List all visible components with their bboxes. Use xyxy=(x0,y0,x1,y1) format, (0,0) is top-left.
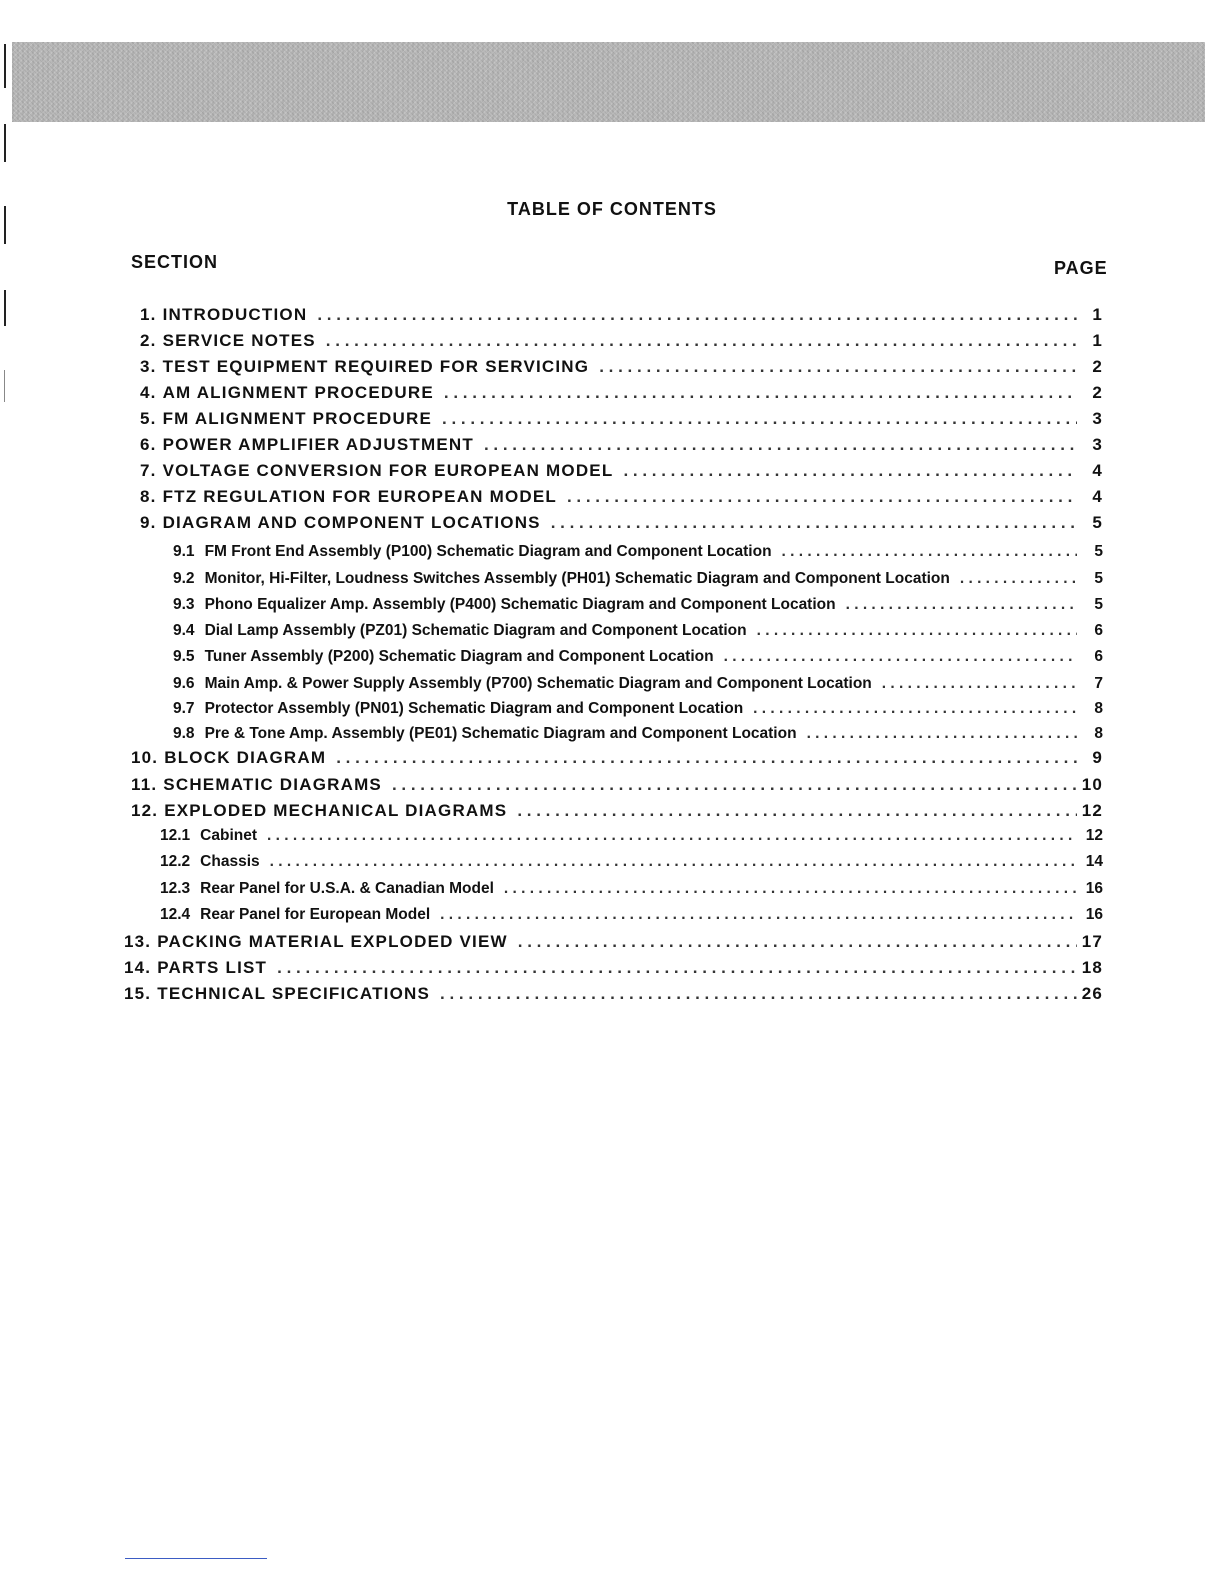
toc-entry xyxy=(131,748,1103,774)
toc-entry-number: 9.4 xyxy=(173,622,195,639)
toc-entry-number: 7. xyxy=(140,461,157,480)
toc-entry-number: 9.2 xyxy=(173,570,195,587)
dot-leader xyxy=(599,357,1077,377)
dot-leader xyxy=(753,700,1077,718)
toc-entry-number: 12. xyxy=(131,801,159,820)
toc-entry xyxy=(124,984,1103,1010)
section-column-header: SECTION xyxy=(131,252,219,272)
bottom-rule xyxy=(125,1558,267,1559)
toc-entry xyxy=(140,383,1103,409)
toc-entry-number: 8. xyxy=(140,487,157,506)
toc-entry-page: 3 xyxy=(1092,409,1103,428)
dot-leader xyxy=(326,331,1077,351)
toc-entry xyxy=(131,801,1103,827)
toc-entry-number: 12.3 xyxy=(160,880,191,897)
toc-entry-number: 2. xyxy=(140,331,157,350)
toc-entry-number: 11. xyxy=(131,775,158,794)
toc-entry-label: Phono Equalizer Amp. Assembly (P400) Schematic Diagram and Component Location xyxy=(204,596,836,613)
toc-entry-page: 5 xyxy=(1092,513,1103,532)
toc-entry-number: 9.7 xyxy=(173,700,195,717)
toc-entry-number: 12.4 xyxy=(160,906,191,923)
toc-entry-page: 2 xyxy=(1092,357,1103,376)
toc-entry-page: 7 xyxy=(1094,675,1103,692)
dot-leader xyxy=(551,513,1077,533)
toc-entry xyxy=(140,461,1103,487)
toc-entry xyxy=(140,331,1103,357)
dot-leader xyxy=(782,543,1077,561)
toc-entry xyxy=(160,906,1103,932)
toc-entry-page: 6 xyxy=(1094,622,1103,639)
dot-leader xyxy=(724,648,1077,666)
dot-leader xyxy=(882,675,1077,693)
toc-entry-label: SERVICE NOTES xyxy=(162,331,316,350)
dot-leader xyxy=(504,880,1077,898)
toc-entry-page: 18 xyxy=(1081,958,1103,977)
dot-leader xyxy=(317,305,1077,325)
dot-leader xyxy=(267,827,1077,845)
toc-entry xyxy=(173,570,1103,596)
toc-entry xyxy=(173,675,1103,701)
toc-entry-label: Protector Assembly (PN01) Schematic Diagram and Component Location xyxy=(204,700,744,717)
toc-entry-label: FM Front End Assembly (P100) Schematic Diagram and Component Location xyxy=(204,543,772,560)
toc-entry-page: 4 xyxy=(1092,487,1103,506)
toc-entry-page: 3 xyxy=(1092,435,1103,454)
toc-entry xyxy=(140,513,1103,539)
dot-leader xyxy=(567,487,1077,507)
toc-title: TABLE OF CONTENTS xyxy=(507,199,717,219)
toc-entry xyxy=(140,409,1103,435)
toc-entry-label: TECHNICAL SPECIFICATIONS xyxy=(157,984,431,1003)
toc-entry xyxy=(173,596,1103,622)
dot-leader xyxy=(623,461,1077,481)
dot-leader xyxy=(442,409,1077,429)
toc-entry-number: 12.2 xyxy=(160,853,191,870)
toc-entry xyxy=(124,932,1103,958)
toc-entry-label: Pre & Tone Amp. Assembly (PE01) Schematic Diagram and Component Location xyxy=(204,725,797,742)
toc-entry-label: POWER AMPLIFIER ADJUSTMENT xyxy=(162,435,474,454)
dot-leader xyxy=(440,906,1077,924)
toc-entry-label: TEST EQUIPMENT REQUIRED FOR SERVICING xyxy=(162,357,590,376)
toc-entry-page: 26 xyxy=(1081,984,1103,1003)
dot-leader xyxy=(518,932,1077,952)
toc-entry-number: 3. xyxy=(140,357,157,376)
toc-entry-page: 10 xyxy=(1081,775,1103,794)
toc-entry-page: 5 xyxy=(1094,596,1103,613)
toc-entry-label: Dial Lamp Assembly (PZ01) Schematic Diagram and Component Location xyxy=(204,622,747,639)
dot-leader xyxy=(517,801,1077,821)
toc-entry-label: Tuner Assembly (P200) Schematic Diagram and Component Location xyxy=(204,648,714,665)
toc-entry-number: 15. xyxy=(124,984,152,1003)
toc-entry xyxy=(140,435,1103,461)
toc-entry-page: 2 xyxy=(1092,383,1103,402)
dot-leader xyxy=(960,570,1077,588)
toc-entry-number: 5. xyxy=(140,409,157,428)
dot-leader xyxy=(807,725,1077,743)
toc-entry-page: 4 xyxy=(1092,461,1103,480)
toc-entry-page: 6 xyxy=(1094,648,1103,665)
toc-entry-label: Monitor, Hi-Filter, Loudness Switches Assembly (PH01) Schematic Diagram and Component Location xyxy=(204,570,950,587)
toc-entry-page: 5 xyxy=(1094,543,1103,560)
toc-entry-page: 14 xyxy=(1085,853,1103,870)
toc-entry-label: FM ALIGNMENT PROCEDURE xyxy=(162,409,433,428)
toc-entry-number: 9.3 xyxy=(173,596,195,613)
toc-entry-page: 16 xyxy=(1085,880,1103,897)
toc-entry-number: 9.6 xyxy=(173,675,195,692)
toc-entry xyxy=(160,880,1103,906)
toc-entry-label: PACKING MATERIAL EXPLODED VIEW xyxy=(157,932,508,951)
toc-entry-label: PARTS LIST xyxy=(157,958,268,977)
toc-entry-page: 17 xyxy=(1081,932,1103,951)
toc-entry-page: 5 xyxy=(1094,570,1103,587)
dot-leader xyxy=(757,622,1077,640)
toc-entry-number: 9.8 xyxy=(173,725,195,742)
toc-entry-page: 9 xyxy=(1092,748,1103,767)
toc-entry xyxy=(131,775,1103,801)
toc-entry-label: Chassis xyxy=(200,853,260,870)
toc-entry-label: AM ALIGNMENT PROCEDURE xyxy=(162,383,434,402)
toc-entry-number: 4. xyxy=(140,383,157,402)
toc-entry xyxy=(160,827,1103,853)
toc-entry xyxy=(140,487,1103,513)
dot-leader xyxy=(484,435,1077,455)
toc-entry xyxy=(173,543,1103,569)
toc-entry-label: Main Amp. & Power Supply Assembly (P700) Schematic Diagram and Component Location xyxy=(204,675,872,692)
dot-leader xyxy=(846,596,1077,614)
toc-entry xyxy=(160,853,1103,879)
toc-entry-page: 12 xyxy=(1081,801,1103,820)
toc-entry-page: 8 xyxy=(1094,700,1103,717)
toc-entry xyxy=(173,700,1103,726)
toc-entry xyxy=(140,357,1103,383)
toc-entry xyxy=(173,648,1103,674)
toc-entry-number: 9. xyxy=(140,513,157,532)
toc-entry-number: 12.1 xyxy=(160,827,191,844)
dot-leader xyxy=(277,958,1077,978)
dot-leader xyxy=(270,853,1077,871)
toc-entry-label: INTRODUCTION xyxy=(162,305,308,324)
toc-entry-number: 14. xyxy=(124,958,152,977)
toc-entry-label: Cabinet xyxy=(200,827,258,844)
toc-entry-page: 12 xyxy=(1085,827,1103,844)
dot-leader xyxy=(336,748,1077,768)
toc-entry-number: 6. xyxy=(140,435,157,454)
toc-entry-label: EXPLODED MECHANICAL DIAGRAMS xyxy=(164,801,508,820)
toc-entry-label: Rear Panel for U.S.A. & Canadian Model xyxy=(200,880,494,897)
dot-leader xyxy=(444,383,1077,403)
dot-leader xyxy=(440,984,1077,1004)
toc-entry-number: 10. xyxy=(131,748,159,767)
toc-entry-label: Rear Panel for European Model xyxy=(200,906,431,923)
toc-entry-label: FTZ REGULATION FOR EUROPEAN MODEL xyxy=(162,487,557,506)
toc-entry xyxy=(173,622,1103,648)
toc-entry-label: BLOCK DIAGRAM xyxy=(164,748,327,767)
toc-entry-page: 8 xyxy=(1094,725,1103,742)
toc-entry xyxy=(140,305,1103,331)
toc-entry-label: VOLTAGE CONVERSION FOR EUROPEAN MODEL xyxy=(162,461,614,480)
toc-entry-number: 1. xyxy=(140,305,157,324)
toc-entry-label: SCHEMATIC DIAGRAMS xyxy=(163,775,382,794)
toc-entry-page: 1 xyxy=(1092,331,1103,350)
toc-entry-label: DIAGRAM AND COMPONENT LOCATIONS xyxy=(162,513,541,532)
toc-entry-page: 1 xyxy=(1092,305,1103,324)
dot-leader xyxy=(392,775,1077,795)
toc-entry-number: 13. xyxy=(124,932,152,951)
page-column-header: PAGE xyxy=(1054,258,1108,278)
toc-entry-number: 9.1 xyxy=(173,543,195,560)
toc-entry xyxy=(124,958,1103,984)
toc-entry-page: 16 xyxy=(1085,906,1103,923)
toc-entry-number: 9.5 xyxy=(173,648,195,665)
